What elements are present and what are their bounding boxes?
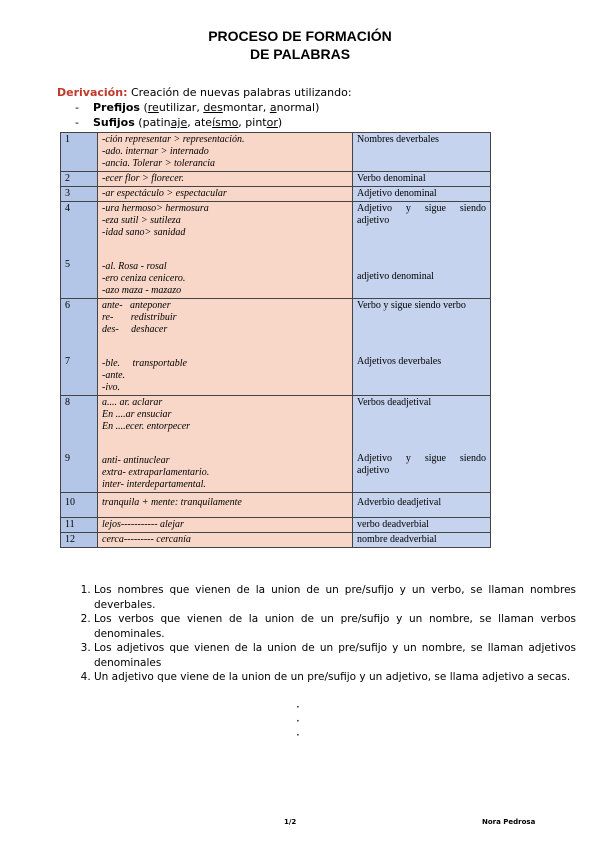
result-cell: Adjetivo y sigue siendo adjetivo adjetivo denominal [353, 202, 491, 299]
author-name: Nora Pedrosa [482, 818, 536, 826]
row-number: 1 [61, 133, 98, 172]
result-cell: Adverbio deadjetival [353, 493, 491, 518]
row-number: 6 7 [61, 299, 98, 396]
row-number: 8 9 [61, 396, 98, 493]
result-cell: Verbos deadjetival Adjetivo y sigue siendo adjetivo [353, 396, 491, 493]
list-item: 3. Los adjetivos que vienen de la union de un pre/sufijo y un nombre, se llaman adjetivos denominales [94, 641, 576, 670]
example-cell: ante- anteponer re- redistribuir des- deshacer -ble. transportable -ante. -ivo. [98, 299, 353, 396]
result-cell: nombre deadverbial [353, 533, 491, 548]
row-number: 12 [61, 533, 98, 548]
title-line-2: DE PALABRAS [249, 46, 351, 62]
result-cell: Verbo y sigue siendo verbo Adjetivos deverbales [353, 299, 491, 396]
table-row [61, 493, 491, 518]
example-cell: tranquila + mente: tranquilamente [98, 493, 353, 518]
notes-list [62, 583, 576, 685]
intro-line: Derivación: Creación de nuevas palabras utilizando: [57, 86, 352, 99]
intro-list [57, 100, 352, 130]
page-title [0, 27, 600, 63]
table-row [61, 133, 491, 172]
derivacion-heading: Derivación [57, 86, 124, 99]
intro-section [57, 85, 352, 130]
result-cell: Nombres deverbales [353, 133, 491, 172]
example-cell: cerca--------- cercanía [98, 533, 353, 548]
row-number: 4 5 [61, 202, 98, 299]
example-cell: -ar espectáculo > espectacular [98, 187, 353, 202]
list-item: 1. Los nombres que vienen de la union de un pre/sufijo y un verbo, se llaman nombres deverbales. [94, 583, 576, 612]
table-row [61, 299, 491, 396]
table-row [61, 396, 491, 493]
page-number: 1/2 [284, 818, 297, 826]
row-number: 11 [61, 518, 98, 533]
row-number: 2 [61, 172, 98, 187]
intro-text: Creación de nuevas palabras utilizando: [127, 86, 352, 99]
list-item: 4. Un adjetivo que viene de la union de un pre/sufijo y un adjetivo, se llama adjetivo a secas. [94, 670, 576, 685]
result-cell: Verbo denominal [353, 172, 491, 187]
continuation-dots: · · · [296, 700, 300, 742]
example-cell: -ecer flor > florecer. [98, 172, 353, 187]
table-row [61, 187, 491, 202]
table-row [61, 518, 491, 533]
example-cell: a.... ar. aclarar En ....ar ensuciar En ....ecer. entorpecer anti- antinuclear extra- extraparlamentario. inter- interdepartamental. [98, 396, 353, 493]
example-cell: lejos----------- alejar [98, 518, 353, 533]
result-cell: Adjetivo denominal [353, 187, 491, 202]
example-cell: -ura hermoso> hermosura -eza sutil > sutileza -idad sano> sanidad -al. Rosa - rosal -ero ceniza cenicero. -azo maza - mazazo [98, 202, 353, 299]
list-item-prefijos: - Prefijos (reutilizar, desmontar, anormal) [57, 100, 352, 115]
list-item: 2. Los verbos que vienen de la union de un pre/sufijo y un nombre, se llaman verbos denominales. [94, 612, 576, 641]
result-cell: verbo deadverbial [353, 518, 491, 533]
list-item-sufijos: - Sufijos (patinaje, ateísmo, pintor) [57, 115, 352, 130]
table-row [61, 533, 491, 548]
table-row [61, 172, 491, 187]
row-number: 3 [61, 187, 98, 202]
row-number: 10 [61, 493, 98, 518]
title-line-1: PROCESO DE FORMACIÓN [208, 28, 392, 44]
derivation-table [60, 132, 491, 548]
table-row [61, 202, 491, 299]
example-cell: -ción representar > representación. -ado. internar > internado -ancia. Tolerar > tolerancia [98, 133, 353, 172]
